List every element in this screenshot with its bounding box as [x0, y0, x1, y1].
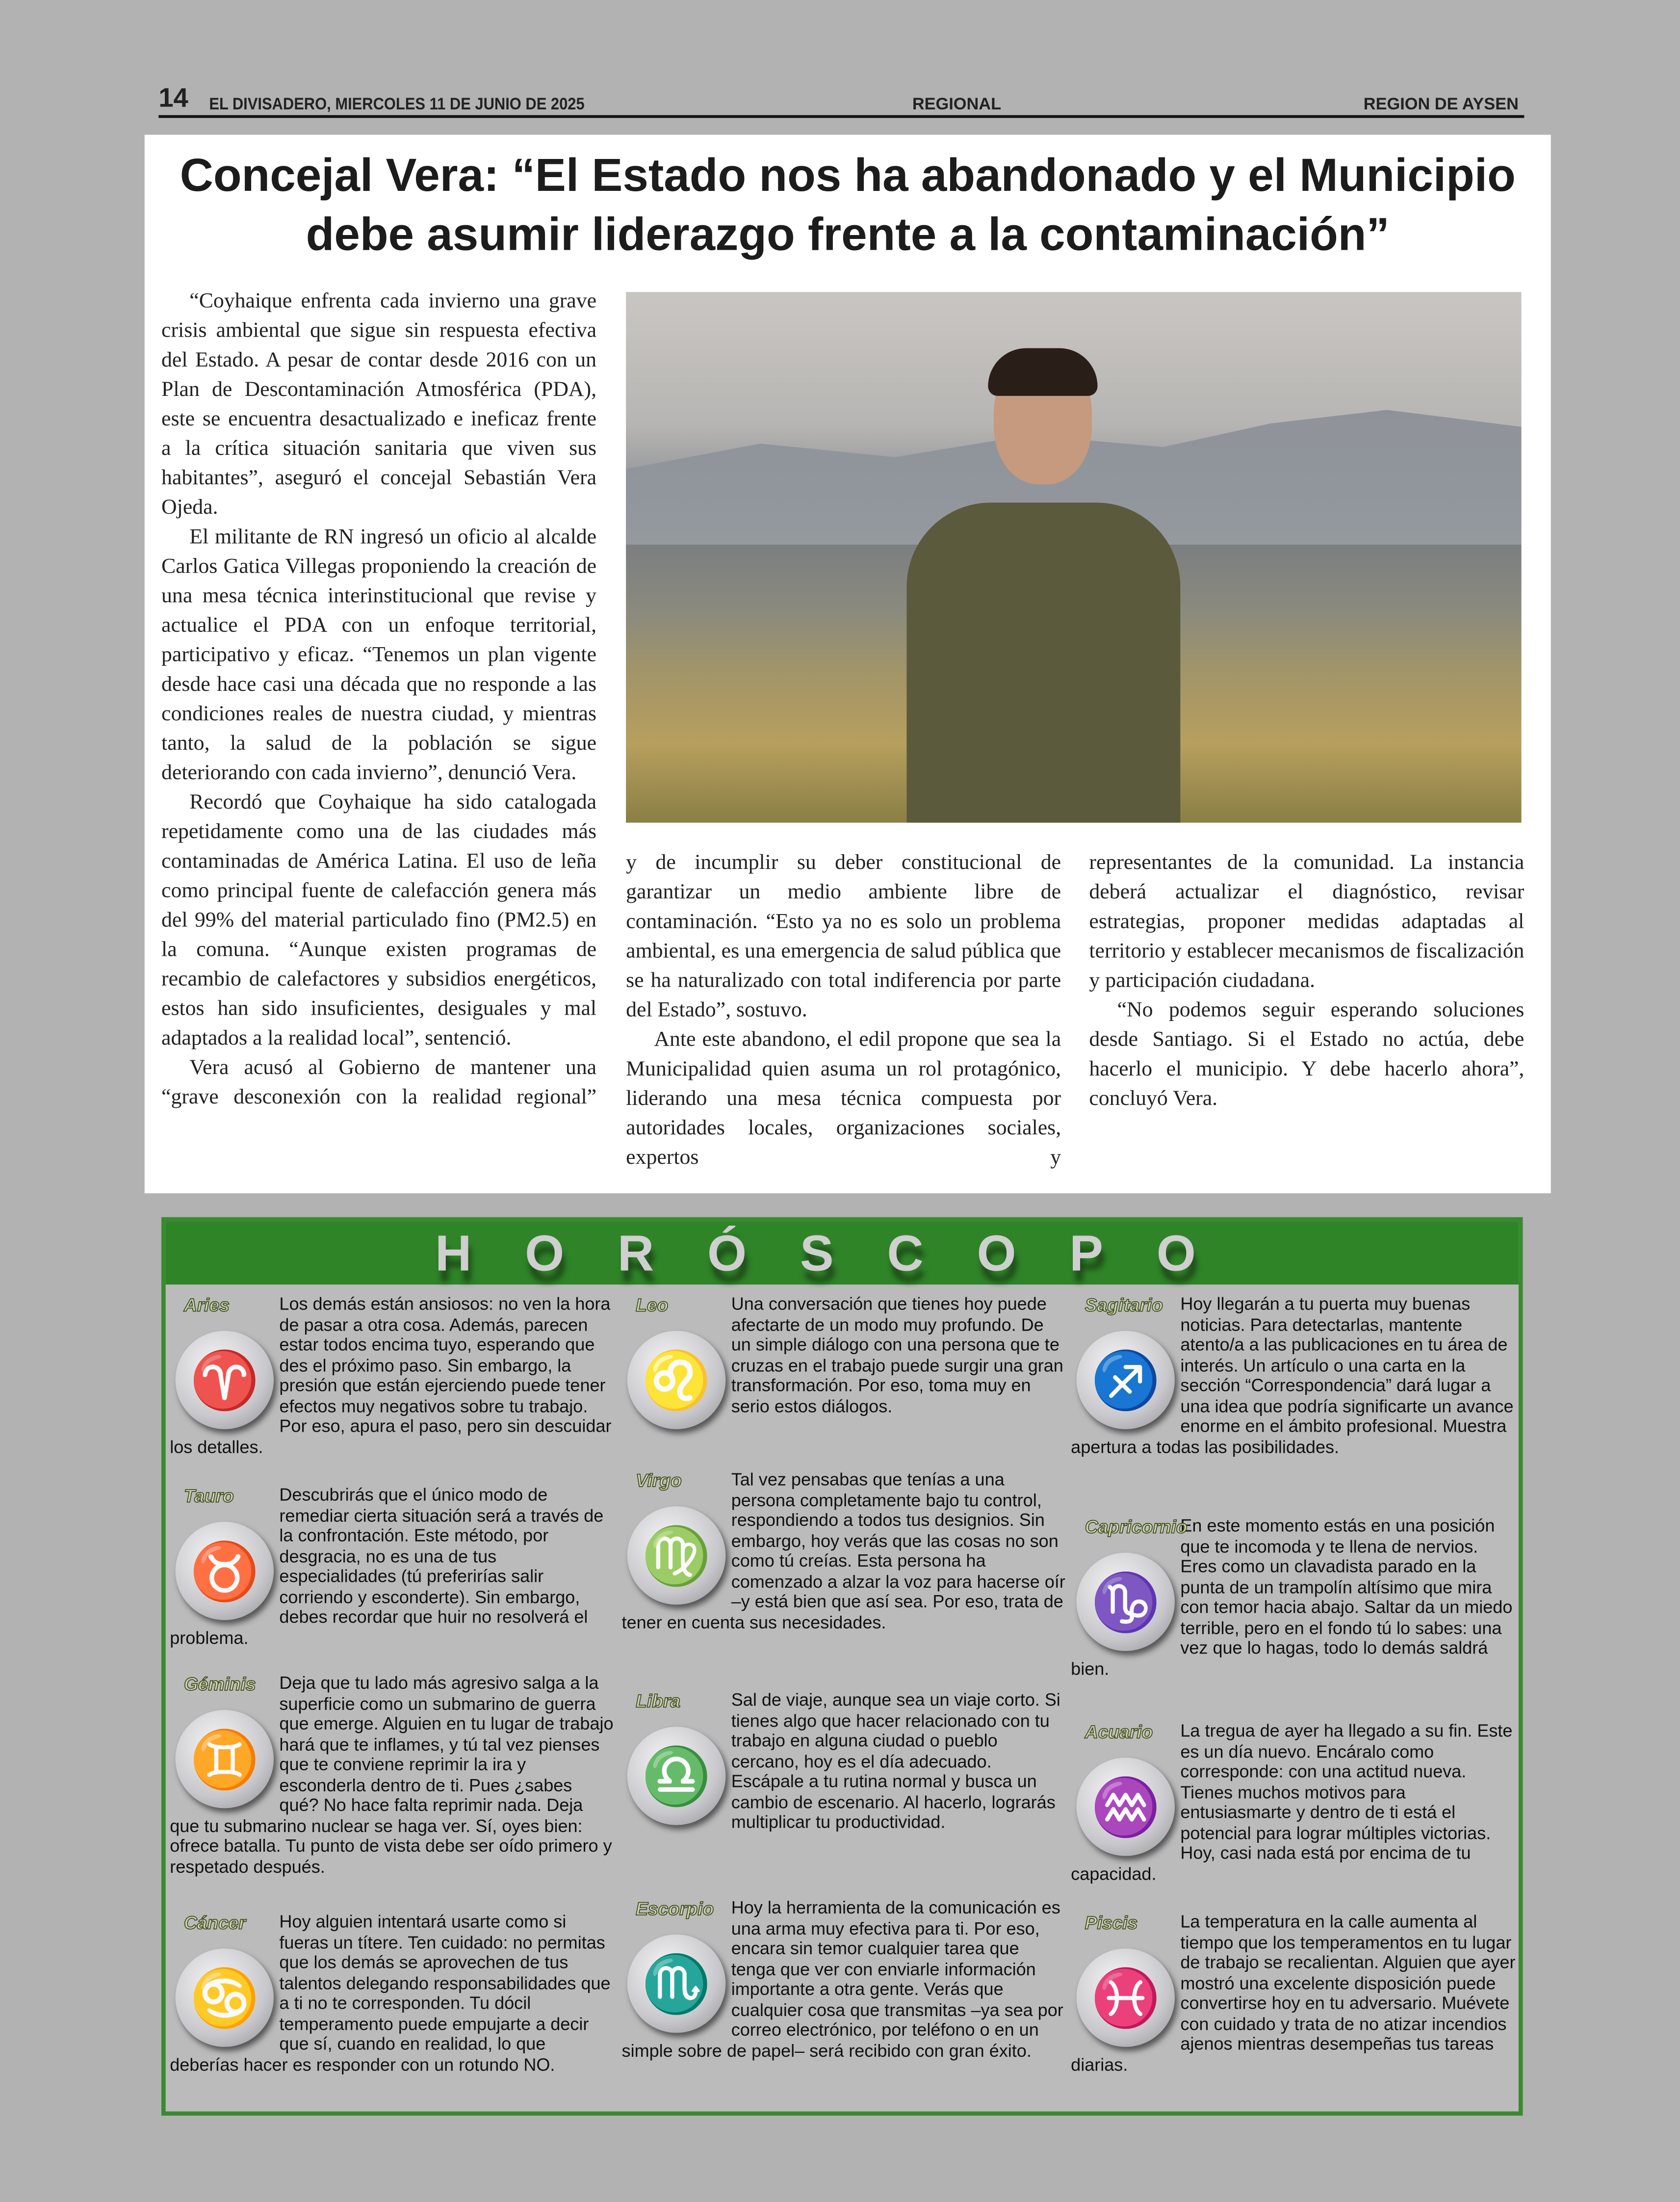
- page-header: [158, 84, 1524, 118]
- zodiac-leo-icon: ♌: [627, 1331, 725, 1429]
- sign-name: Leo: [636, 1294, 669, 1316]
- sign-name: Capricornio: [1085, 1516, 1188, 1538]
- sign-description: Descubrirás que el único modo de remediar cierta situación será a través de la confrontación. Este método, por desgracia, no es una de tus especialidades (tú preferirías salir corriendo y esconderte). Sin embargo, debes recordar que huir no resolverá el problema.: [170, 1485, 604, 1648]
- article: [145, 135, 1551, 1193]
- paragraph: “Coyhaique enfrenta cada invierno una grave crisis ambiental que sigue sin respuesta efectiva del Estado. A pesar de contar desde 2016 con un Plan de Descontaminación Atmosférica (PDA), este se encuentra desactualizado e ineficaz frente a la crítica situación sanitaria que viven sus habitantes”, aseguró el concejal Sebastián Vera Ojeda.: [161, 289, 597, 520]
- article-column-3: [1089, 848, 1524, 1113]
- zodiac-escorpio-icon: ♏: [627, 1935, 725, 2033]
- person-jacket: [906, 502, 1180, 822]
- headline-line: Concejal Vera: “El Estado nos ha abandonado y el Municipio: [180, 149, 1516, 201]
- headline-line: debe asumir liderazgo frente a la contaminación”: [306, 208, 1390, 260]
- article-column-2: [626, 848, 1061, 1172]
- paragraph: Vera acusó al Gobierno de mantener una “grave desconexión con la realidad regional”: [161, 1055, 597, 1109]
- paragraph: “No podemos seguir esperando soluciones desde Santiago. Si el Estado no actúa, debe hacerlo el municipio. Y debe hacerlo ahora”, concluyó Vera.: [1089, 998, 1525, 1111]
- horoscope-title: HORÓSCOPO: [435, 1224, 1249, 1282]
- zodiac-cáncer-icon: ♋: [176, 1948, 274, 2046]
- person-hair: [988, 348, 1097, 396]
- sign-name: Escorpio: [636, 1898, 714, 1919]
- sign-description: Hoy llegarán a tu puerta muy buenas noticias. Para detectarlas, mantente atento/a a las publicaciones en tu área de interés. Un artículo o una carta en la sección “Correspondencia” dará lugar a una idea que podría significarte un avance enorme en el ámbito profesional. Muestra apertura a todas las posibilidades.: [1071, 1294, 1514, 1457]
- sign-name: Sagitario: [1085, 1294, 1163, 1316]
- paragraph: Ante este abandono, el edil propone que sea la Municipalidad quien asuma un rol protagónico, liderando una mesa técnica compuesta por autoridades locales, organizaciones sociales, expertos y: [626, 1027, 1061, 1170]
- sign-name: Piscis: [1085, 1912, 1138, 1934]
- paragraph: El militante de RN ingresó un oficio al alcalde Carlos Gatica Villegas proponiendo la creación de una mesa técnica interinstitucional que revise y actualice el PDA con un enfoque territorial, participativo y eficaz. “Tenemos un plan vigente desde hace casi una década que no responde a las condiciones reales de nuestra ciudad, y mientras tanto, la salud de la población se sigue deteriorando con cada invierno”, denunció Vera.: [161, 525, 597, 785]
- sign-name: Cáncer: [183, 1912, 246, 1934]
- sign-description: Sal de viaje, aunque sea un viaje corto. Si tienes algo que hacer relacionado con tu trabajo en alguna ciudad o pueblo cercano, hoy es el día adecuado. Escápale a tu rutina normal y busca un cambio de escenario. Al hacerlo, lograrás multiplicar tu productividad.: [731, 1690, 1060, 1832]
- region-label: REGION DE AYSEN: [1363, 94, 1519, 114]
- zodiac-tauro-icon: ♉: [176, 1522, 274, 1620]
- zodiac-piscis-icon: ♓: [1077, 1948, 1175, 2046]
- horoscope-section: [161, 1217, 1523, 2116]
- sign-description: La temperatura en la calle aumenta al tiempo que los temperamentos en tu lugar de trabajo se recalientan. Alguien que ayer mostró una excelente disposición puede convertirse hoy en tu adversario. Muévete con cuidado y trata de no atizar incendios ajenos mientras desempeñas tus tareas diarias.: [1071, 1912, 1516, 2074]
- sign-name: Aries: [183, 1294, 230, 1316]
- paper-date: EL DIVISADERO, MIERCOLES 11 DE JUNIO DE 2025: [209, 94, 585, 114]
- sign-name: Acuario: [1085, 1721, 1153, 1742]
- zodiac-libra-icon: ♎: [627, 1727, 725, 1825]
- page-number: 14: [158, 84, 188, 114]
- sign-name: Libra: [636, 1690, 681, 1711]
- headline: [145, 146, 1551, 264]
- sign-description: Tal vez pensabas que tenías a una persona completamente bajo tu control, respondiendo a todos tus designios. Sin embargo, hoy verás que las cosas no son como tú creías. Esta persona ha comenzado a alzar la voz para hacerse oír –y está bien que así sea. Por eso, trata de tener en cuenta sus necesidades.: [621, 1469, 1065, 1632]
- article-column-1: [161, 287, 596, 1112]
- sign-description: Deja que tu lado más agresivo salga a la superficie como un submarino de guerra que emerge. Alguien en tu lugar de trabajo hará que te inflames, y tú tal vez pienses que te conviene reprimir la ira y esconderla dentro de ti. Pues ¿sabes qué? No hace falta reprimir nada. Deja que tu submarino nuclear se haga ver. Sí, oyes bien: ofrece batalla. Tu punto de vista debe ser oído primero y respetado después.: [170, 1673, 614, 1877]
- zodiac-acuario-icon: ♒: [1077, 1757, 1175, 1856]
- section-label: REGIONAL: [912, 94, 1002, 114]
- sign-description: En este momento estás en una posición que te incomoda y te llena de nervios. Eres como un clavadista parado en la punta de un trampolín altísimo que mira con temor hacia abajo. Saltar da un miedo terrible, pero en el fondo tú lo sabes: una vez que lo hagas, todo lo demás saldrá bien.: [1071, 1516, 1513, 1678]
- sign-description: La tregua de ayer ha llegado a su fin. Este es un día nuevo. Encáralo como corresponde: con una actitud nueva. Tienes muchos motivos para entusiasmarte y dentro de ti está el potencial para lograr múltiples victorias. Hoy, casi nada está por encima de tu capacidad.: [1071, 1721, 1513, 1884]
- sign-name: Virgo: [636, 1469, 682, 1491]
- article-photo: [626, 292, 1522, 823]
- sign-description: Hoy la herramienta de la comunicación es una arma muy efectiva para ti. Por eso, encara sin temor cualquier tarea que tenga que ver con enviarle información importante a otra gente. Verás que cualquier cosa que transmitas –ya sea por correo electrónico, por teléfono o en un simple sobre de papel– será recibido con gran éxito.: [621, 1898, 1063, 2060]
- paragraph: representantes de la comunidad. La instancia deberá actualizar el diagnóstico, revisar estrategias, proponer medidas adaptadas al territorio y establecer mecanismos de fiscalización y participación ciudadana.: [1089, 850, 1525, 993]
- sign-name: Tauro: [183, 1485, 234, 1507]
- sign-description: Los demás están ansiosos: no ven la hora de pasar a otra cosa. Además, parecen estar todos encima tuyo, esperando que des el próximo paso. Sin embargo, la presión que están ejerciendo puede tener efectos muy negativos sobre tu trabajo. Por eso, apura el paso, pero sin descuidar los detalles.: [170, 1294, 612, 1457]
- zodiac-géminis-icon: ♊: [176, 1710, 274, 1808]
- zodiac-sagitario-icon: ♐: [1077, 1331, 1175, 1429]
- horoscope-banner: [166, 1221, 1519, 1284]
- paragraph: y de incumplir su deber constitucional de garantizar un medio ambiente libre de contaminación. “Esto ya no es solo un problema ambiental, es una emergencia de salud pública que se ha naturalizado con total indiferencia por parte del Estado”, sostuvo.: [626, 850, 1061, 1022]
- zodiac-virgo-icon: ♍: [627, 1506, 725, 1604]
- sign-name: Géminis: [183, 1673, 256, 1695]
- sign-description: Hoy alguien intentará usarte como si fueras un títere. Ten cuidado: no permitas que los demás se aprovechen de tus talentos delegando responsabilidades que a ti no te corresponden. Tu dócil temperamento puede empujarte a decir que sí, cuando en realidad, lo que deberías hacer es responder con un rotundo NO.: [170, 1912, 611, 2074]
- paragraph: Recordó que Coyhaique ha sido catalogada repetidamente como una de las ciudades más contaminadas de América Latina. El uso de leña como principal fuente de calefacción genera más del 99% del material particulado fino (PM2.5) en la comuna. “Aunque existen programas de recambio de calefactores y subsidios energéticos, estos han sido insuficientes, desiguales y mal adaptados a la realidad local”, sentenció.: [161, 790, 597, 1050]
- sign-description: Una conversación que tienes hoy puede afectarte de un modo muy profundo. De un simple diálogo con una persona que te cruzas en el trabajo puede surgir una gran transformación. Por eso, toma muy en serio estos diálogos.: [731, 1294, 1063, 1416]
- zodiac-capricornio-icon: ♑: [1077, 1553, 1175, 1651]
- zodiac-aries-icon: ♈: [176, 1331, 274, 1429]
